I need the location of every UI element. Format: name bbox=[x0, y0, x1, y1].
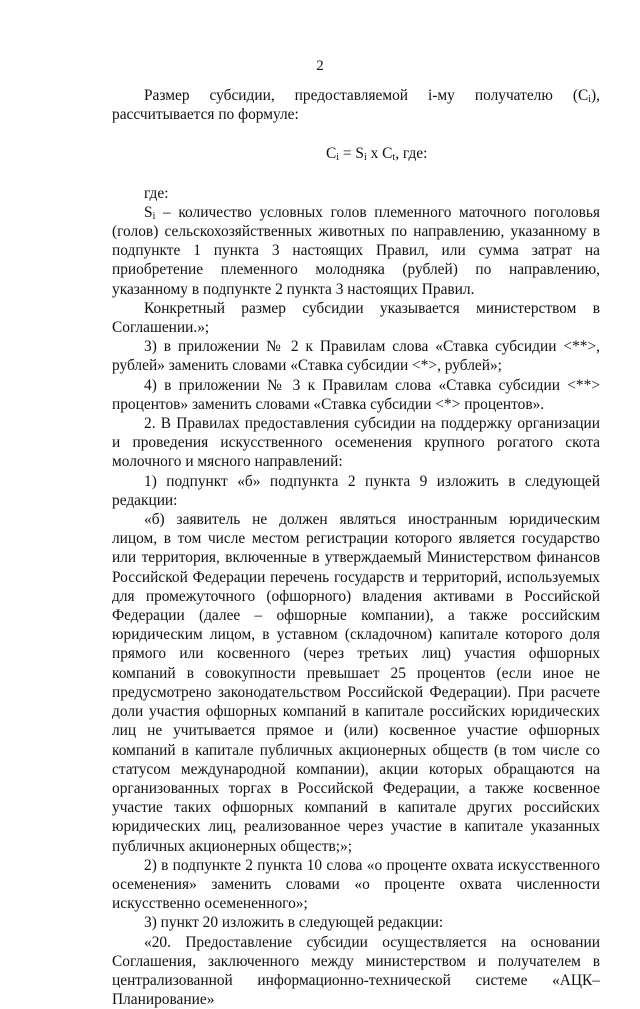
formula-part: , где: bbox=[395, 145, 428, 163]
document-body bbox=[112, 86, 600, 1009]
definition-symbol: S bbox=[144, 203, 153, 221]
intro-text-end: ), рассчитывается по формуле: bbox=[112, 87, 600, 124]
concrete-amount-paragraph: Конкретный размер субсидии указывается министерством в Соглашении.»; bbox=[112, 299, 600, 337]
formula-subscript: i bbox=[336, 152, 340, 164]
subitem-2-paragraph: 2) в подпункте 2 пункта 10 слова «о проценте охвата искусственного осеменения» заменить словами «о проценте охвата численности искусственно осемененного»; bbox=[112, 856, 600, 913]
page-number: 2 bbox=[316, 58, 324, 74]
item-4-paragraph: 4) в приложении № 3 к Правилам слова «Ставка субсидии <**> процентов» заменить словами «Ставка субсидии <*> процентов». bbox=[112, 376, 600, 413]
formula bbox=[112, 144, 600, 163]
intro-paragraph bbox=[112, 86, 600, 124]
formula-subscript: t bbox=[392, 152, 396, 164]
definition-s-paragraph bbox=[112, 203, 600, 299]
definition-text: – количество условных голов племенного маточного поголовья (голов) сельскохозяйственных животных по направлению, указанному в подпункте 1 пункта 3 настоящих Правил, или сумма затрат на приобретение племенного молодняка (рублей) по направлению, указанному в подпункте 2 пункта 3 настоящих Правил. bbox=[112, 203, 600, 298]
where-label: где: bbox=[144, 184, 169, 202]
subitem-3-paragraph: 3) пункт 20 изложить в следующей редакции: bbox=[144, 914, 444, 932]
item-3-paragraph: 3) в приложении № 2 к Правилам слова «Ставка субсидии <**>, рублей» заменить словами «Ставка субсидии <*>, рублей»; bbox=[112, 338, 600, 375]
intro-subscript: i bbox=[588, 94, 592, 105]
formula-subscript: i bbox=[363, 152, 367, 164]
formula-part: x С bbox=[366, 145, 393, 163]
section-2-paragraph: 2. В Правилах предоставления субсидии на поддержку организации и проведения искусственного осеменения крупного рогатого скота молочного и мясного направлений: bbox=[112, 415, 600, 471]
intro-text: Размер субсидии, предоставляемой i-му получателю (С bbox=[144, 87, 589, 104]
definition-subscript: i bbox=[152, 210, 156, 222]
formula-part: = S bbox=[339, 145, 364, 163]
subitem-1-paragraph: 1) подпункт «б» подпункта 2 пункта 9 изложить в следующей редакции: bbox=[112, 472, 600, 509]
formula-part: С bbox=[326, 145, 337, 163]
point-20-paragraph: «20. Предоставление субсидии осуществляется на основании Соглашения, заключенного между министерством и получателем в централизованной информационно-технической системе «АЦК–Планирование» bbox=[112, 933, 600, 1009]
subitem-1-text-paragraph: «б) заявитель не должен являться иностранным юридическим лицом, в том числе местом регистрации которого является государство или территория, включенные в утверждаемый Министерством финансов Российской Федерации перечень государств и территорий, используемых для промежуточного (офшорного) владения активами в Российской Федерации (далее – офшорные компании), а также российским юридическим лицом, в уставном (складочном) капитале которого доля прямого или косвенного (через третьих лиц) участия офшорных компаний в совокупности превышает 25 процентов (если иное не предусмотрено законодательством Российской Федерации). При расчете доли участия офшорных компаний в капитале российских юридических лиц не учитывается прямое и (или) косвенное участие офшорных компаний в капитале публичных акционерных обществ (в том числе со статусом международной компании), акции которых обращаются на организованных торгах в Российской Федерации, а также косвенное участие таких офшорных компаний в капитале других российских юридических лиц, реализованное через участие в капитале указанных публичных акционерных обществ;»; bbox=[112, 511, 600, 855]
